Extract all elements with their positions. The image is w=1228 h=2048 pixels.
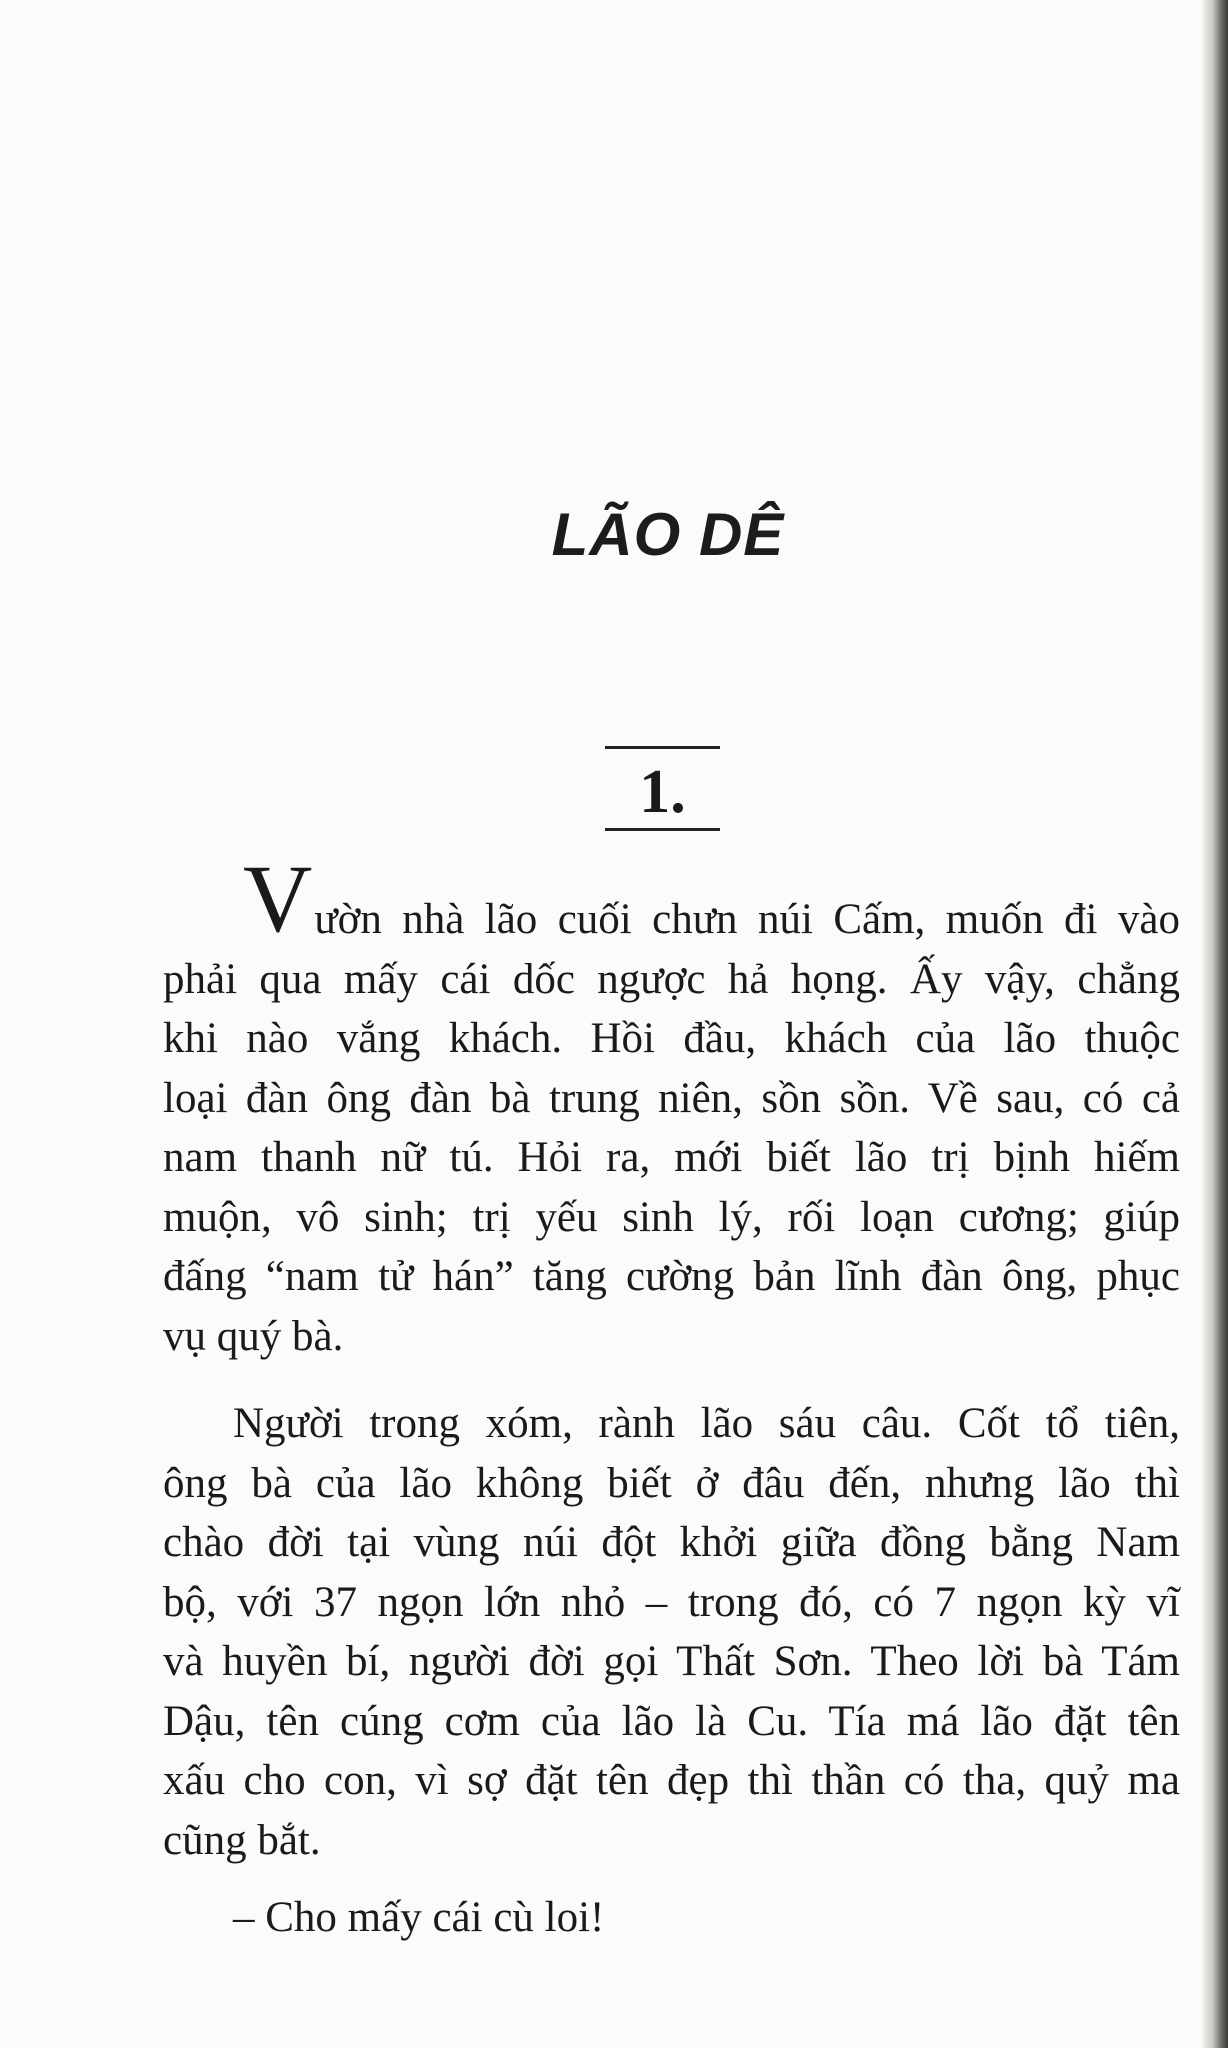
text-line: ông bà của lão không biết ở đâu đến, nhưng lão thì xyxy=(163,1459,1180,1507)
text-line: Người trong xóm, rành lão sáu câu. Cốt tổ tiên, xyxy=(233,1400,1180,1447)
rule-bottom xyxy=(605,828,720,831)
rule-top xyxy=(605,746,720,749)
text-line: ườn nhà lão cuối chưn núi Cấm, muốn đi vào xyxy=(314,896,1180,943)
page-edge-shadow xyxy=(1202,0,1228,2048)
chapter-title: LÃO DÊ xyxy=(551,501,785,568)
text-line: xấu cho con, vì sợ đặt tên đẹp thì thần có tha, quỷ ma xyxy=(163,1757,1180,1804)
paragraph-2 xyxy=(163,1394,1180,1870)
text-line: cũng bắt. xyxy=(163,1816,321,1864)
text-line: đấng “nam tử hán” tăng cường bản lĩnh đàn ông, phục xyxy=(163,1253,1180,1300)
text-line: bộ, với 37 ngọn lớn nhỏ – trong đó, có 7 ngọn kỳ vĩ xyxy=(163,1578,1180,1626)
text-line: phải qua mấy cái dốc ngược hả họng. Ấy vậy, chẳng xyxy=(163,955,1180,1003)
text-line: loại đàn ông đàn bà trung niên, sồn sồn. Về sau, có cả xyxy=(163,1074,1180,1122)
text-line: khi nào vắng khách. Hồi đầu, khách của lão thuộc xyxy=(163,1015,1180,1062)
paragraph-3 xyxy=(163,1888,1180,1948)
paragraph-1 xyxy=(163,845,1180,1366)
text-line: chào đời tại vùng núi đột khởi giữa đồng bằng Nam xyxy=(163,1519,1180,1566)
drop-cap: V xyxy=(243,845,313,952)
text-line: nam thanh nữ tú. Hỏi ra, mới biết lão trị bịnh hiếm xyxy=(163,1134,1180,1181)
text-line: – Cho mấy cái cù loi! xyxy=(233,1894,605,1941)
text-line: muộn, vô sinh; trị yếu sinh lý, rối loạn cương; giúp xyxy=(163,1193,1180,1241)
text-line: Dậu, tên cúng cơm của lão là Cu. Tía má lão đặt tên xyxy=(163,1697,1180,1745)
text-line: và huyền bí, người đời gọi Thất Sơn. Theo lời bà Tám xyxy=(163,1638,1180,1685)
section-number: 1. xyxy=(639,758,686,826)
text-line: vụ quý bà. xyxy=(163,1312,344,1360)
